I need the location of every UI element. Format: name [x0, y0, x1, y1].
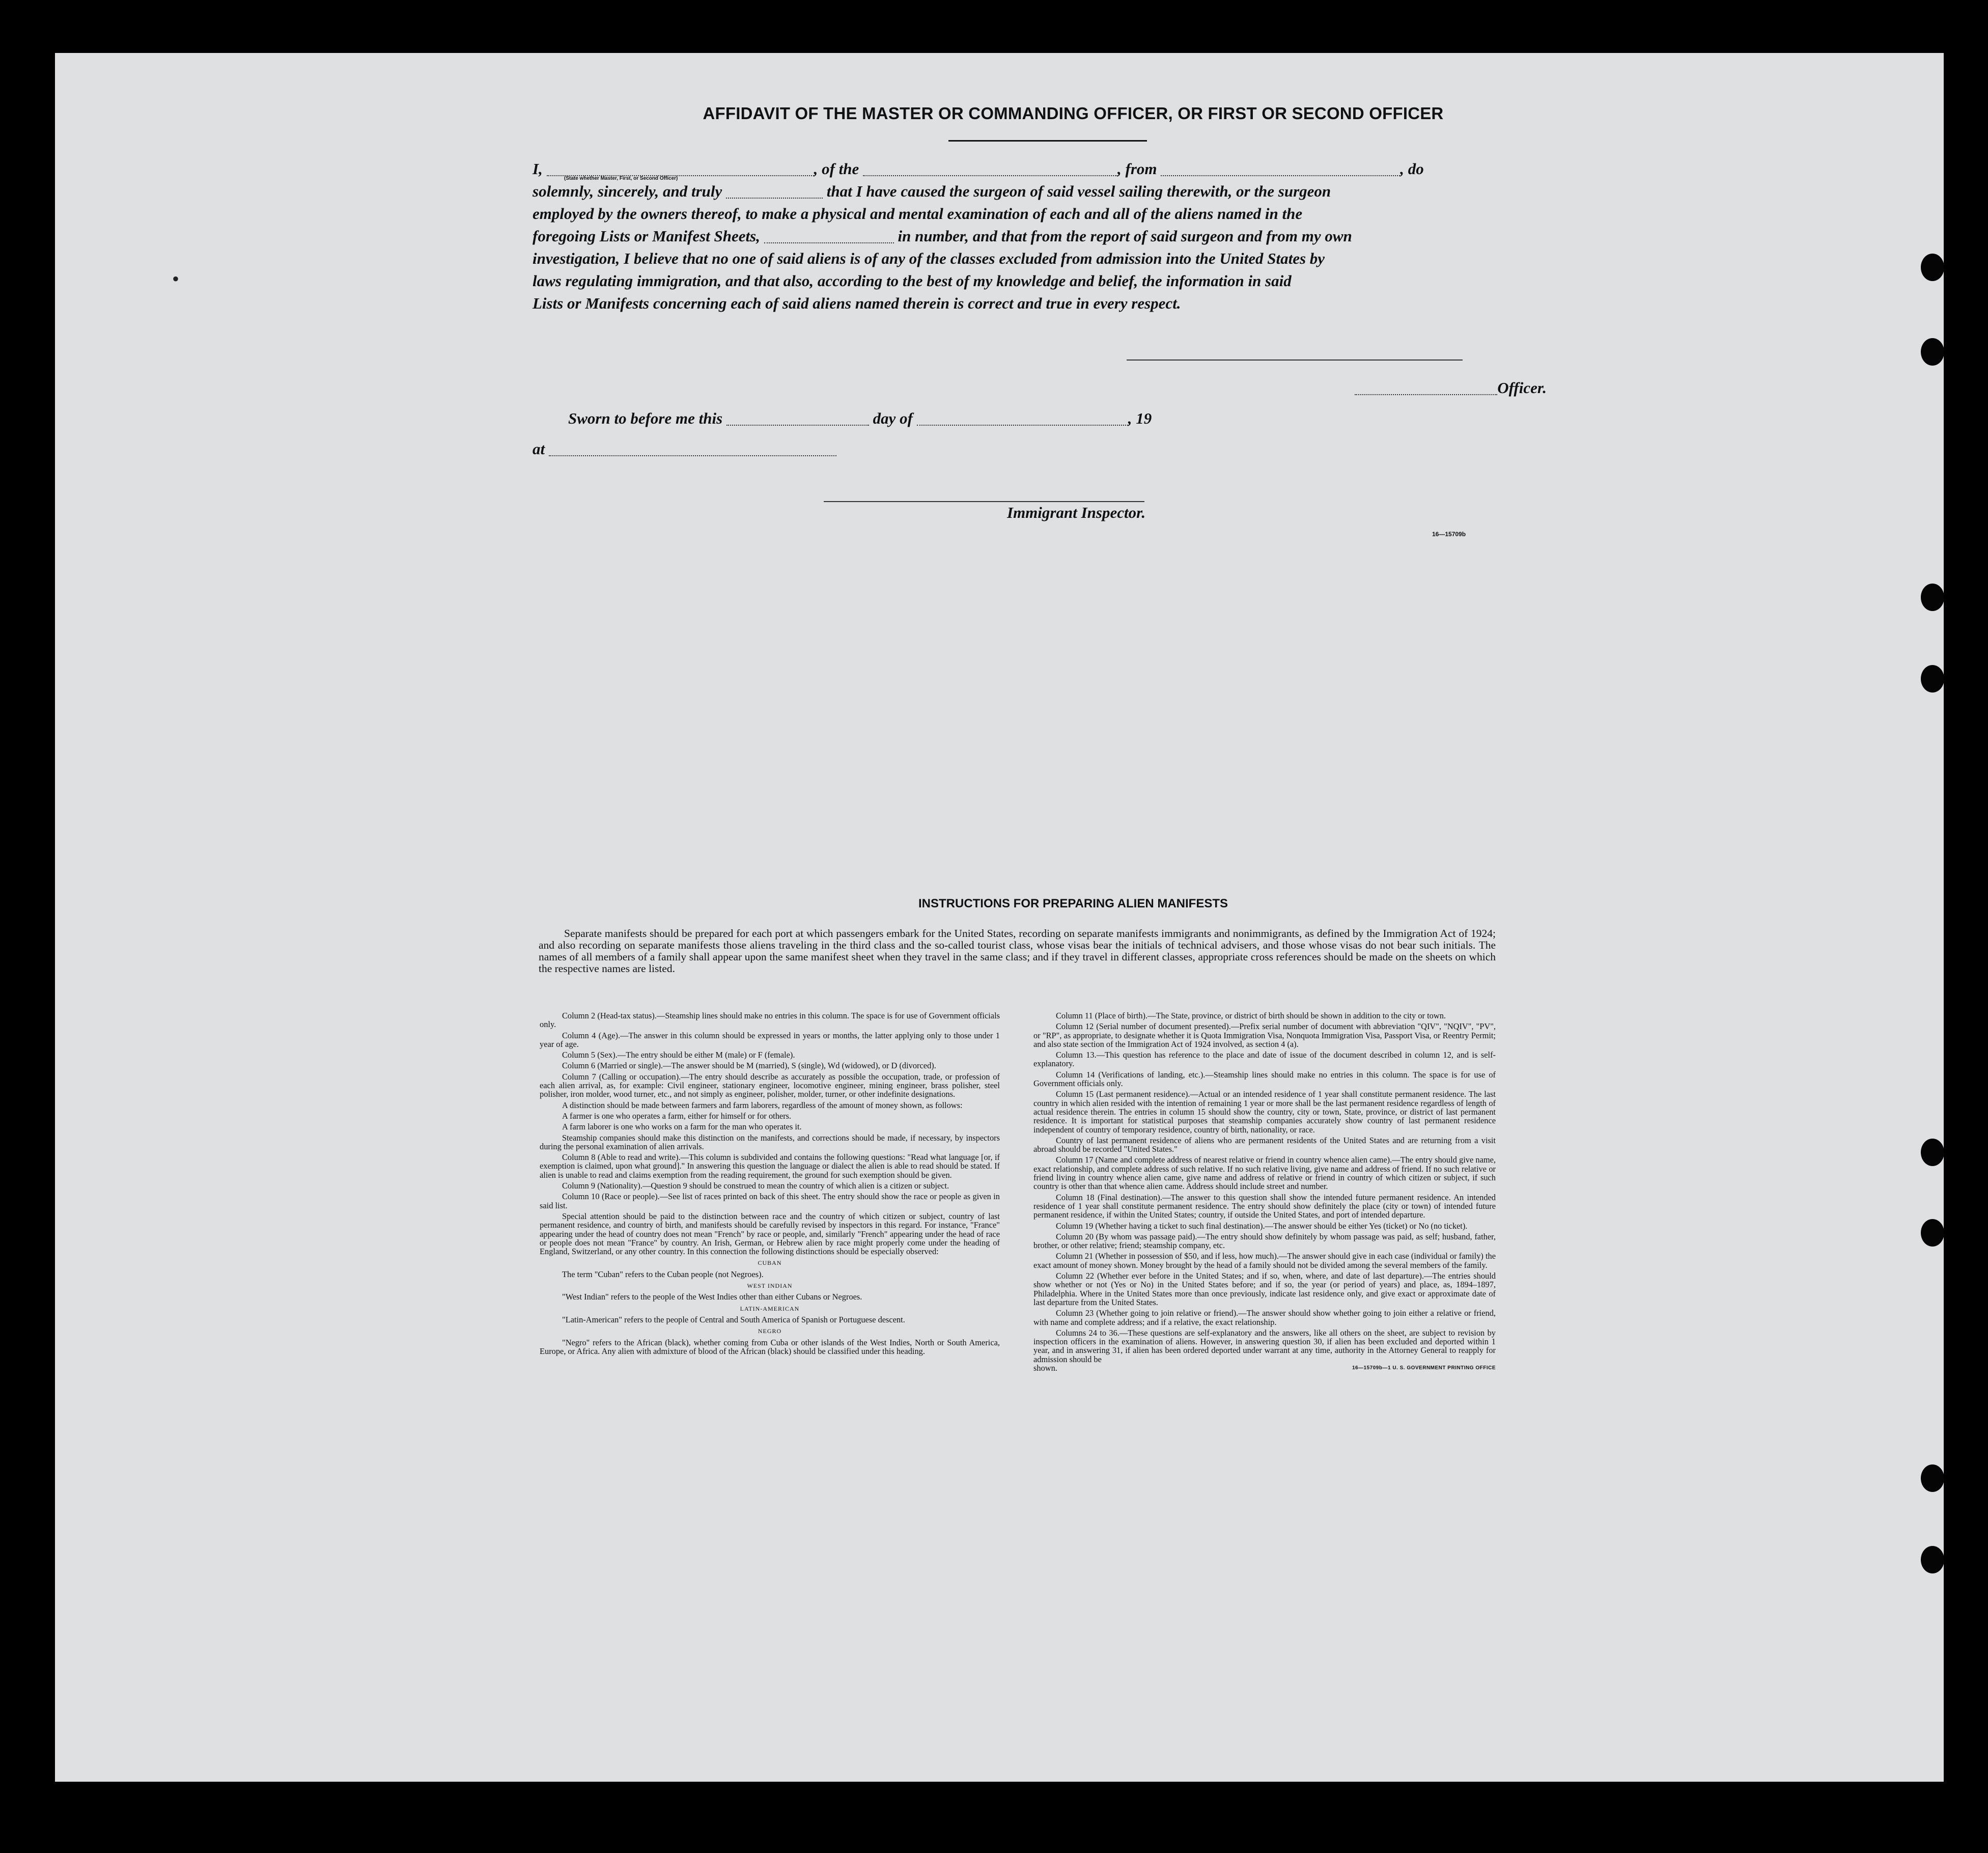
instruction-paragraph: Column 14 (Verifications of landing, etc.).—Steamship lines should make no entries in this column. The space is for use of Government officials only. [1033, 1069, 1496, 1089]
instructions-intro: Separate manifests should be prepared for each port at which passengers embark for the United States, recording on separate manifests immigrants and nonimmigrants, as defined by the Immigration Act of 1924; and also recording on separate manifests those aliens traveling in the third class and the so-called tourist class, whose visas bear the initials of technical advisers, and those whose visas do not bear such initials. The names of all members of a family shall appear upon the same manifest sheet when they travel in the same class; and if they travel in different classes, appropriate cross references should be made on the sheets on which the respective names are listed. [539, 927, 1496, 975]
instruction-paragraph: Column 19 (Whether having a ticket to such final destination).—The answer should be either Yes (ticket) or No (no ticket). [1056, 1221, 1468, 1231]
at-label: at [533, 440, 545, 458]
latin-american-definition: "Latin-American" refers to the people of Central and South America of Spanish or Portuguese descent. [562, 1314, 905, 1324]
sworn-line [568, 409, 1152, 428]
instruction-paragraph: Column 9 (Nationality).—Question 9 should be construed to mean the country of which alien is a citizen or subject. [562, 1181, 949, 1191]
instruction-paragraph: A distinction should be made between farmers and farm laborers, regardless of the amount of money shown, as follows: [562, 1100, 963, 1110]
affidavit-text: in number, and that from the report of said surgeon and from my own [898, 227, 1352, 245]
instruction-paragraph: Column 13.—This question has reference to the place and date of issue of the document described in column 12, and is self-explanatory. [1033, 1050, 1496, 1069]
negro-definition: "Negro" refers to the African (black), whether coming from Cuba or other islands of the West Indies, North or South America, Europe, or Africa. Any alien with admixture of blood of the African (black) should be classified under this heading. [540, 1337, 1000, 1356]
instruction-paragraph: Column 8 (Able to read and write).—This column is subdivided and contains the following questions: "Read what language [or, if exemption is claimed, upon what ground]." In answering this question the language or dialect the alien is able to read should be stated. If alien is unable to read and claims exemption from the reading requirement, the ground for such exemption should be given. [540, 1152, 1000, 1180]
vessel-name-blank[interactable] [863, 160, 1117, 176]
from-label: , from [1117, 160, 1157, 178]
at-line [533, 440, 836, 458]
port-blank[interactable] [1161, 160, 1400, 176]
year-label: , 19 [1128, 409, 1152, 427]
last-word: shown. [1033, 1363, 1057, 1373]
inspector-signature-line[interactable] [824, 501, 1144, 502]
instruction-paragraph: Column 20 (By whom was passage paid).—The entry should show definitely by whom passage was paid, as self; husband, father, brother, or other relative; friend; steamship company, etc. [1033, 1231, 1496, 1251]
form-number: 16—15709b [1432, 531, 1466, 538]
affidavit-text: foregoing Lists or Manifest Sheets, [533, 227, 760, 245]
negro-heading: NEGRO [758, 1327, 782, 1335]
oath-blank[interactable] [726, 182, 823, 199]
officer-signature [1292, 379, 1547, 397]
place-blank[interactable] [549, 440, 836, 456]
west-indian-definition: "West Indian" refers to the people of the West Indies other than either Cubans or Negroes. [562, 1292, 862, 1302]
instruction-paragraph: Columns 24 to 36.—These questions are self-explanatory and the answers, like all others on the sheet, are subject to revision by inspection officers in the examination of aliens. However, in answering question 30, if alien has been excluded and deported within 1 year, and in answering 31, if alien has been ordered deported under warrant at any time, authority in the Attorney General to reapply for admission should be [1033, 1327, 1496, 1364]
instructions-right-column [1033, 1011, 1496, 1372]
affidavit-line-3: employed by the owners thereof, to make a physical and mental examination of each and all of the aliens named in the [533, 205, 1303, 223]
instruction-paragraph: Country of last permanent residence of aliens who are permanent residents of the United States and are returning from a visit abroad should be recorded "United States." [1033, 1135, 1496, 1154]
punch-hole [1921, 1139, 1944, 1166]
closing-line [1033, 1364, 1496, 1372]
instruction-paragraph: Column 10 (Race or people).—See list of races printed on back of this sheet. The entry should show the race or people as given in said list. [540, 1192, 1000, 1210]
inspector-label: Immigrant Inspector. [1007, 504, 1146, 521]
affidavit-text: that I have caused the surgeon of said vessel sailing therewith, or the surgeon [826, 182, 1331, 200]
day-blank[interactable] [726, 409, 869, 426]
punch-hole [1921, 254, 1944, 281]
instruction-paragraph: Column 12 (Serial number of document presented).—Prefix serial number of document with abbreviation "QIV", "NQIV", "PV", or "RP", as appropriate, to designate whether it is Quota Immigration Visa, Nonquota Immigration Visa, Passport Visa, or Reentry Permit; and also state section of the Immigration Act of 1924 involved, as section 4 (a). [1033, 1021, 1496, 1049]
affidavit-text: solemnly, sincerely, and truly [533, 182, 722, 200]
instruction-paragraph: Column 2 (Head-tax status).—Steamship lines should make no entries in this column. The space is for use of Government officials only. [540, 1011, 1000, 1030]
day-of-label: day of [873, 409, 913, 427]
instruction-paragraph: Column 11 (Place of birth).—The State, province, or district of birth should be shown in addition to the city or town. [1056, 1011, 1446, 1020]
affidavit-line-1 [533, 158, 1548, 180]
affidavit-line-6: laws regulating immigration, and that also, according to the best of my knowledge and belief, the information in said [533, 272, 1292, 290]
punch-hole [1921, 1546, 1944, 1573]
punch-hole [1921, 584, 1944, 611]
punch-hole [1921, 665, 1944, 693]
affidavit-line-4 [533, 225, 1548, 247]
i-label: I, [533, 160, 543, 178]
instruction-paragraph: A farmer is one who operates a farm, either for himself or for others. [562, 1111, 792, 1121]
instruction-paragraph: Column 6 (Married or single).—The answer should be M (married), S (single), Wd (widowed), or D (divorced). [562, 1061, 936, 1071]
instruction-paragraph: Column 4 (Age).—The answer in this column should be expressed in years or months, the latter applying only to those under 1 year of age. [540, 1030, 1000, 1049]
printer-imprint: 16—15709b—1 U. S. GOVERNMENT PRINTING OFFICE [1352, 1365, 1496, 1371]
instruction-paragraph: Steamship companies should make this distinction on the manifests, and corrections should be made, if necessary, by inspectors during the personal examination of alien arrivals. [540, 1132, 1000, 1151]
instruction-paragraph: Column 18 (Final destination).—The answer to this question shall show the intended future permanent residence. An intended residence of 1 year shall constitute permanent residence. The entry should show definitely the place (city or town) of intended future permanent residence, if within the United States; country, if outside the United States, and port of intended departure. [1033, 1192, 1496, 1220]
officer-label: Officer. [1497, 379, 1547, 397]
of-the-label: , of the [814, 160, 859, 178]
instruction-paragraph: Column 5 (Sex).—The entry should be either M (male) or F (female). [562, 1050, 795, 1060]
affidavit-line-2 [533, 180, 1548, 203]
document-page [55, 53, 1944, 1782]
ink-speck: • [172, 267, 180, 290]
instruction-paragraph: Column 23 (Whether going to join relative or friend).—The answer should show whether going to join either a relative or friend, with name and complete address; and if a relative, the exact relationship. [1033, 1308, 1496, 1327]
latin-american-heading: LATIN-AMERICAN [740, 1305, 800, 1312]
instruction-paragraph: Column 22 (Whether ever before in the United States; and if so, when, where, and date of last departure).—The entries should show whether or not (Yes or No) in the United States before; and if so, the year (or period of years) and place, as, 1894–1897, Philadelphia. Where in the United States more than once previously, indicate last residence only, and give exact or approximate date of last departure from the United States. [1033, 1271, 1496, 1307]
instructions-title: INSTRUCTIONS FOR PREPARING ALIEN MANIFESTS [918, 897, 1228, 910]
west-indian-heading: WEST INDIAN [747, 1282, 793, 1290]
do-label: , do [1400, 160, 1424, 178]
affidavit-line-7: Lists or Manifests concerning each of said aliens named therein is correct and true in every respect. [533, 294, 1181, 312]
cuban-definition: The term "Cuban" refers to the Cuban people (not Negroes). [562, 1269, 764, 1279]
sworn-label: Sworn to before me this [568, 409, 723, 427]
affidavit-line-5: investigation, I believe that no one of said aliens is of any of the classes excluded from admission into the United States by [533, 250, 1325, 267]
officer-rank-blank[interactable] [547, 160, 814, 176]
instruction-paragraph: Column 15 (Last permanent residence).—Actual or an intended residence of 1 year shall constitute permanent residence. The last country in which alien resided with the intention of remaining 1 year or more shall be the last permanent residence regardless of length of actual residence therein. The entries in column 15 should show the country, city or town, State, province, or district of last permanent residence. It is important for statistical purposes that steamship companies accurately show country of last permanent residence independent of country of temporary residence, country of birth, nationality, or race. [1033, 1089, 1496, 1135]
signature-line[interactable] [1127, 359, 1463, 361]
cuban-heading: CUBAN [758, 1259, 782, 1267]
month-blank[interactable] [917, 409, 1128, 426]
instructions-left-column [540, 1011, 1000, 1358]
punch-hole [1921, 1219, 1944, 1247]
title-underline [948, 140, 1147, 142]
affidavit-title: AFFIDAVIT OF THE MASTER OR COMMANDING OFFICER, OR FIRST OR SECOND OFFICER [703, 104, 1444, 123]
punch-hole [1921, 338, 1944, 366]
sheet-count-blank[interactable] [764, 227, 894, 243]
instruction-paragraph: Special attention should be paid to the distinction between race and the country of which citizen or subject, country of last permanent residence, and country of birth, and manifests should be carefully revised by inspectors in this regard. For instance, "France" appearing under the head of country does not mean "French" by race or people, and, similarly "French" appearing under the head of race or people does not mean "France" by country. An Irish, German, or Hebrew alien by race might properly come under the heading of England, Switzerland, or any other country. In this connection the following distinctions should be especially observed: [540, 1211, 1000, 1257]
rank-note: (State whether Master, First, or Second Officer) [564, 176, 678, 181]
officer-signature-blank[interactable] [1355, 379, 1497, 395]
instruction-paragraph: Column 7 (Calling or occupation).—The entry should describe as accurately as possible the occupation, trade, or profession of each alien arrival, as, for example: Civil engineer, stationary engineer, locomotive engineer, mining engineer, brass polisher, steel polisher, iron molder, wood turner, etc., and not simply as engineer, polisher, molder, turner, or other indefinite designations. [540, 1071, 1000, 1099]
instruction-paragraph: Column 17 (Name and complete address of nearest relative or friend in country whence alien came).—The entry should give name, exact relationship, and complete address of such relative. If no such relative living, give name and address of friend. If no such relative or friend living in country whence alien came, give name and address of relative or friend in country of which citizen or subject, if such country is other than that whence alien came. Address should include street and number. [1033, 1155, 1496, 1192]
instruction-paragraph: Column 21 (Whether in possession of $50, and if less, how much).—The answer should give in each case (individual or family) the exact amount of money shown. Money brought by the head of a family should not be divided among the several members of the family. [1033, 1251, 1496, 1270]
instruction-paragraph: A farm laborer is one who works on a farm for the man who operates it. [562, 1122, 802, 1132]
punch-hole [1921, 1464, 1944, 1492]
